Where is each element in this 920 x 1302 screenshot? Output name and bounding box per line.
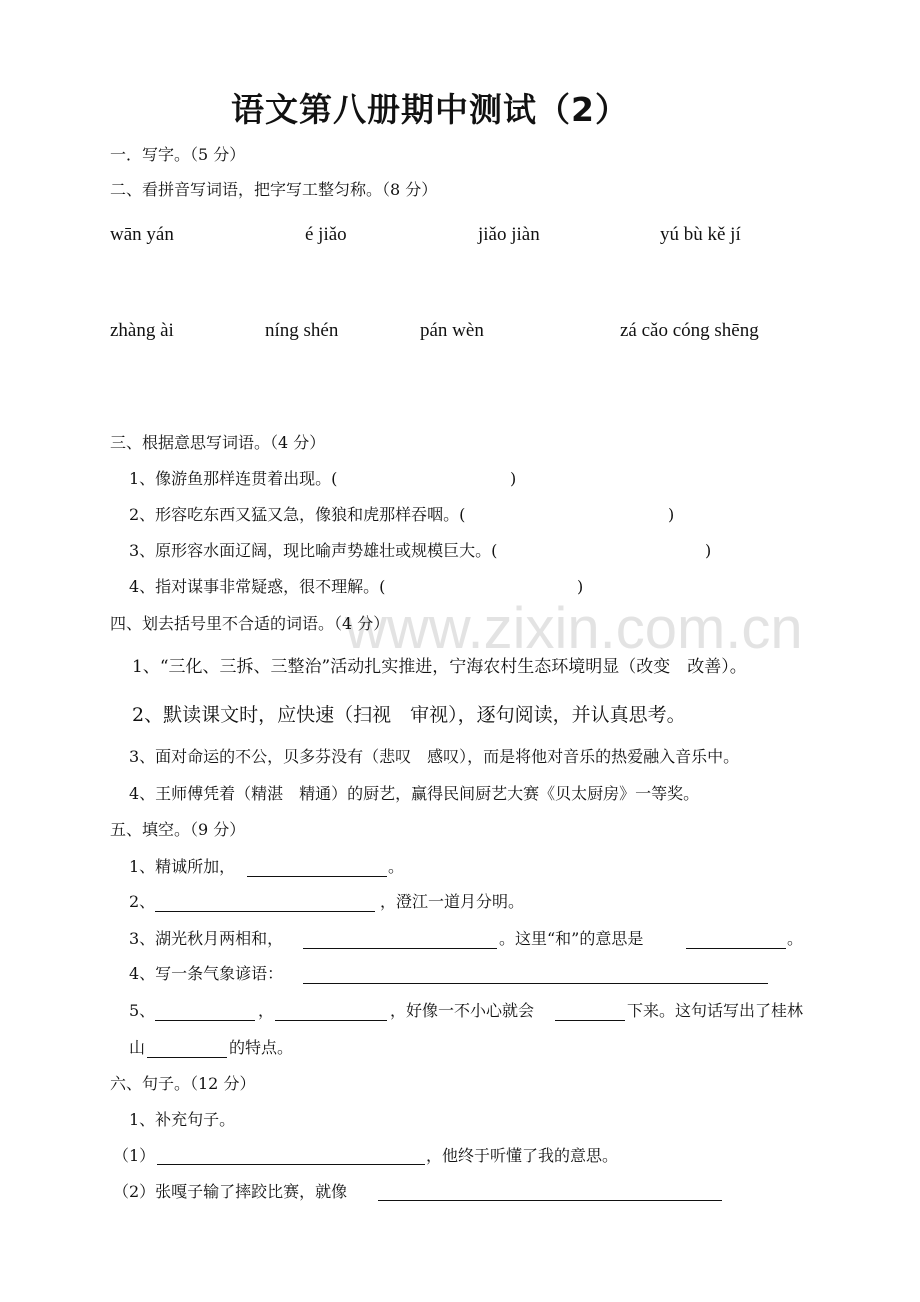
pinyin-7: pán wèn <box>420 320 484 341</box>
pinyin-5: zhàng ài <box>110 320 174 341</box>
definition-item-1: 1、像游鱼那样连贯着出现。( <box>129 469 338 488</box>
pinyin-2: é jiǎo <box>305 224 347 245</box>
fill-blank[interactable] <box>247 876 387 877</box>
section-3-heading: 三、根据意思写词语。（4 分） <box>110 433 326 452</box>
word-choice-item-3: 3、面对命运的不公，贝多芬没有（悲叹 感叹），而是将他对音乐的热爱融入音乐中。 <box>129 747 740 766</box>
section-1-heading: 一．写字。（5 分） <box>110 145 246 164</box>
fill-item-1-text: 1、精诚所加， <box>129 857 236 876</box>
fill-item-5-end: 的特点。 <box>229 1038 294 1057</box>
fill-item-2-text: ，澄江一道月分明。 <box>380 892 525 911</box>
fill-blank[interactable] <box>147 1057 227 1058</box>
pinyin-4: yú bù kě jí <box>660 224 741 245</box>
definition-item-1-close: ) <box>510 469 517 488</box>
fill-blank[interactable] <box>155 1020 255 1021</box>
fill-blank[interactable] <box>303 983 768 984</box>
fill-item-5-comma: ， <box>258 1001 275 1020</box>
definition-item-4: 4、指对谋事非常疑惑，很不理解。( <box>129 577 386 596</box>
sentence-q2-text: （2）张嘎子输了摔跤比赛，就像 <box>113 1182 348 1201</box>
definition-item-3-close: ) <box>705 541 712 560</box>
pinyin-3: jiǎo jiàn <box>478 224 540 245</box>
watermark: www.zixin.com.cn <box>345 596 803 661</box>
fill-item-5-text: ，好像一不小心就会 <box>390 1001 535 1020</box>
word-choice-item-2: 2、默读课文时，应快速（扫视 审视），逐句阅读，并认真思考。 <box>132 704 686 726</box>
fill-blank[interactable] <box>555 1020 625 1021</box>
fill-blank[interactable] <box>157 1164 425 1165</box>
fill-item-3-end: 。 <box>787 929 804 948</box>
fill-item-3-text: 3、湖光秋月两相和， <box>129 929 284 948</box>
definition-item-2: 2、形容吃东西又猛又急，像狼和虎那样吞咽。( <box>129 505 466 524</box>
sentence-subheading: 1、补充句子。 <box>129 1110 236 1129</box>
fill-blank[interactable] <box>303 948 497 949</box>
fill-blank[interactable] <box>378 1200 722 1201</box>
fill-blank[interactable] <box>275 1020 387 1021</box>
word-choice-item-4: 4、王师傅凭着（精湛 精通）的厨艺，赢得民间厨艺大赛《贝太厨房》一等奖。 <box>129 784 700 803</box>
pinyin-6: níng shén <box>265 320 339 341</box>
fill-item-1-end: 。 <box>388 857 405 876</box>
fill-item-2-number: 2、 <box>129 892 156 911</box>
section-2-heading: 二、看拼音写词语，把字写工整匀称。（8 分） <box>110 180 438 199</box>
fill-item-5-text-2: 下来。这句话写出了桂林 <box>627 1001 804 1020</box>
section-5-heading: 五、填空。（9 分） <box>110 820 246 839</box>
fill-blank[interactable] <box>686 948 786 949</box>
fill-blank[interactable] <box>155 911 375 912</box>
fill-item-3-question: 。这里“和”的意思是 <box>499 929 644 948</box>
word-choice-item-1: 1、“三化、三拆、三整治”活动扎实推进，宁海农村生态环境明显（改变 改善）。 <box>132 657 747 677</box>
section-6-heading: 六、句子。（12 分） <box>110 1074 256 1093</box>
definition-item-2-close: ) <box>668 505 675 524</box>
sentence-q1-number: （1） <box>113 1146 156 1165</box>
definition-item-4-close: ) <box>577 577 584 596</box>
section-4-heading: 四、划去括号里不合适的词语。（4 分） <box>110 614 390 633</box>
page-title: 语文第八册期中测试（2） <box>231 90 629 129</box>
pinyin-8: zá cǎo cóng shēng <box>620 320 759 341</box>
fill-item-5-number: 5、 <box>129 1001 156 1020</box>
definition-item-3: 3、原形容水面辽阔，现比喻声势雄壮或规模巨大。( <box>129 541 498 560</box>
pinyin-1: wān yán <box>110 224 174 245</box>
fill-item-5-text-3: 山 <box>129 1038 146 1057</box>
sentence-q1-text: ，他终于听懂了我的意思。 <box>426 1146 619 1165</box>
fill-item-4-text: 4、写一条气象谚语： <box>129 964 284 983</box>
